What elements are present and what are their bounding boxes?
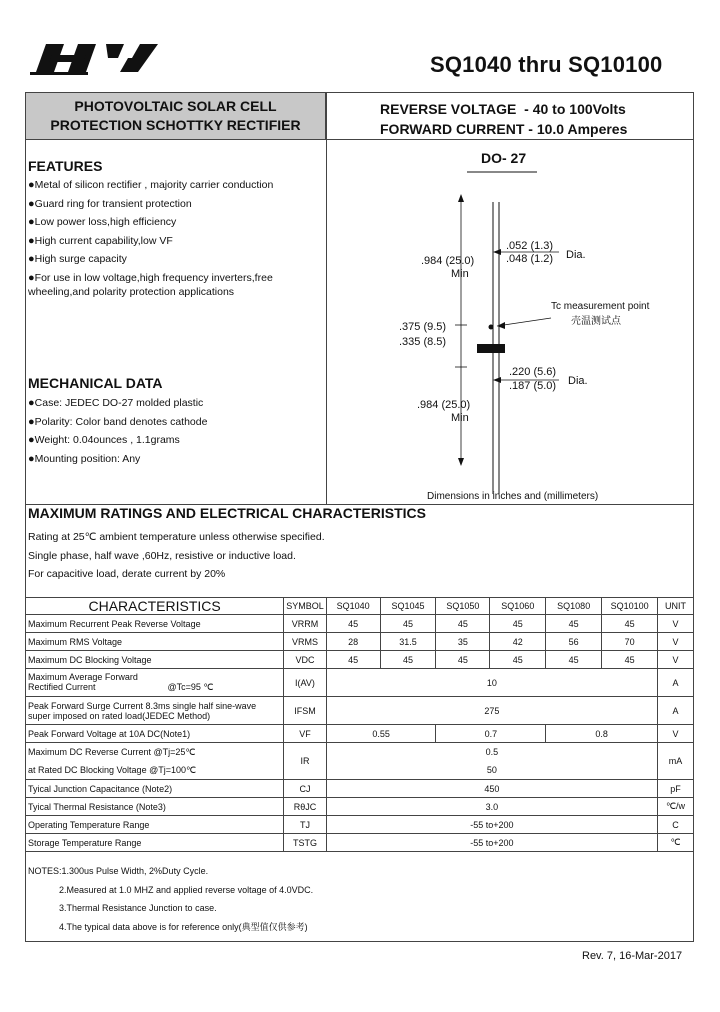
table-row: Peak Forward Surge Current 8.3ms single half sine-wave super imposed on rated load(JEDEC Method) IFSM 275 A — [26, 697, 694, 725]
package-label: DO- 27 — [481, 150, 527, 166]
header-cell: SQ1040 — [326, 598, 380, 615]
features-list — [28, 176, 324, 299]
mechanical-list — [28, 394, 324, 468]
list-item: ●Guard ring for transient protection — [28, 197, 192, 210]
body-diameter-min: .187 (5.0) — [509, 380, 557, 392]
reverse-voltage-value: - 40 to 100Volts — [524, 101, 626, 117]
header-cell: SQ1060 — [490, 598, 546, 615]
lead-length-bottom: .984 (25.0) — [417, 399, 471, 411]
header-cell: SQ10100 — [602, 598, 658, 615]
header-cell: SQ1045 — [380, 598, 436, 615]
table-row: Tyical Junction Capacitance (Note2) CJ 450 pF — [26, 780, 694, 798]
tc-label: Tc measurement point — [551, 301, 650, 312]
rating-line: For capacitive load, derate current by 20% — [28, 568, 226, 580]
table-row: Tyical Thermal Resistance (Note3) RθJC 3.0 ℃/w — [26, 798, 694, 816]
note: 4.The typical data above is for reference only(典型值仅供参考) — [59, 921, 308, 932]
mechanical-title: MECHANICAL DATA — [28, 375, 163, 391]
table-row: Maximum Recurrent Peak Reverse Voltage VRRM 45 45 45 45 45 45 V — [26, 615, 694, 633]
note: NOTES:1.300us Pulse Width, 2%Duty Cycle. — [28, 866, 209, 876]
body-length-max: .375 (9.5) — [399, 321, 447, 333]
lead-diameter-min: .048 (1.2) — [506, 253, 554, 265]
hy-logo — [28, 38, 160, 78]
table-row: Storage Temperature Range TSTG -55 to+200 ℃ — [26, 834, 694, 852]
list-item: ●Case: JEDEC DO-27 molded plastic — [28, 397, 204, 409]
body-diameter-label: Dia. — [568, 375, 588, 387]
table-row: Maximum DC Blocking Voltage VDC 45 45 45 45 45 45 V — [26, 651, 694, 669]
header-cell: UNIT — [658, 598, 694, 615]
list-item: ●Mounting position: Any — [28, 452, 141, 465]
lead-length-top: .984 (25.0) — [421, 255, 475, 267]
do27-package-diagram — [327, 140, 693, 504]
reverse-voltage-label: REVERSE VOLTAGE — [380, 101, 517, 117]
body-length-min: .335 (8.5) — [399, 336, 447, 348]
table-row: Maximum Average Forward Rectified Current @Tc=95 ℃ I(AV) 10 A — [26, 669, 694, 697]
product-line-1: PHOTOVOLTAIC SOLAR CELL — [74, 98, 277, 114]
lead-length-top-min: Min — [451, 268, 469, 280]
note: 3.Thermal Resistance Junction to case. — [59, 903, 217, 913]
forward-current-label: FORWARD CURRENT — [380, 121, 525, 137]
notes — [28, 862, 313, 936]
note: 2.Measured at 1.0 MHZ and applied reverse voltage of 4.0VDC. — [59, 884, 314, 895]
ratings-title: MAXIMUM RATINGS AND ELECTRICAL CHARACTERISTICS — [28, 505, 426, 521]
body-diameter-max: .220 (5.6) — [509, 366, 557, 378]
table-row: Maximum DC Reverse Current @Tj=25℃ at Rated DC Blocking Voltage @Tj=100℃ IR 0.5 50 mA — [26, 743, 694, 780]
table-row: Peak Forward Voltage at 10A DC(Note1) VF 0.55 0.7 0.8 V — [26, 725, 694, 743]
revision-date: Rev. 7, 16-Mar-2017 — [582, 950, 683, 962]
list-item: ●High current capability,low VF — [28, 234, 173, 247]
table-row: Maximum RMS Voltage VRMS 28 31.5 35 42 56 70 V — [26, 633, 694, 651]
forward-current-value: - 10.0 Amperes — [528, 121, 628, 137]
part-title: SQ1040 thru SQ10100 — [430, 52, 663, 77]
list-item: ●Metal of silicon rectifier , majority carrier conduction — [28, 179, 274, 191]
header-cell: SYMBOL — [284, 598, 327, 615]
list-item: wheeling,and polarity protection applications — [28, 285, 235, 298]
lead-length-bottom-min: Min — [451, 412, 469, 424]
dimensions-note: Dimensions in inches and (millimeters) — [427, 491, 599, 502]
rating-line: Rating at 25℃ ambient temperature unless otherwise specified. — [28, 531, 325, 543]
ratings-conditions — [28, 528, 325, 584]
tc-label-cn: 壳温测试点 — [571, 316, 621, 327]
list-item: ●High surge capacity — [28, 253, 127, 265]
lead-diameter-max: .052 (1.3) — [506, 240, 554, 252]
ratings-summary — [380, 99, 627, 139]
table-row: Operating Temperature Range TJ -55 to+200 C — [26, 816, 694, 834]
list-item: ●Low power loss,high efficiency — [28, 216, 177, 228]
product-line-2: PROTECTION SCHOTTKY RECTIFIER — [50, 117, 301, 133]
header-cell: SQ1080 — [546, 598, 602, 615]
product-name-box — [26, 93, 326, 139]
characteristics-table — [25, 597, 694, 852]
list-item: ●Weight: 0.04ounces , 1.1grams — [28, 434, 180, 446]
features-title: FEATURES — [28, 158, 103, 174]
list-item: ●Polarity: Color band denotes cathode — [28, 415, 208, 428]
table-header-row — [26, 598, 694, 615]
lead-diameter-label: Dia. — [566, 249, 586, 261]
list-item: ●For use in low voltage,high frequency inverters,free — [28, 271, 273, 284]
header-cell: CHARACTERISTICS — [26, 598, 284, 615]
rating-line: Single phase, half wave ,60Hz, resistive or inductive load. — [28, 549, 296, 562]
header-cell: SQ1050 — [436, 598, 490, 615]
